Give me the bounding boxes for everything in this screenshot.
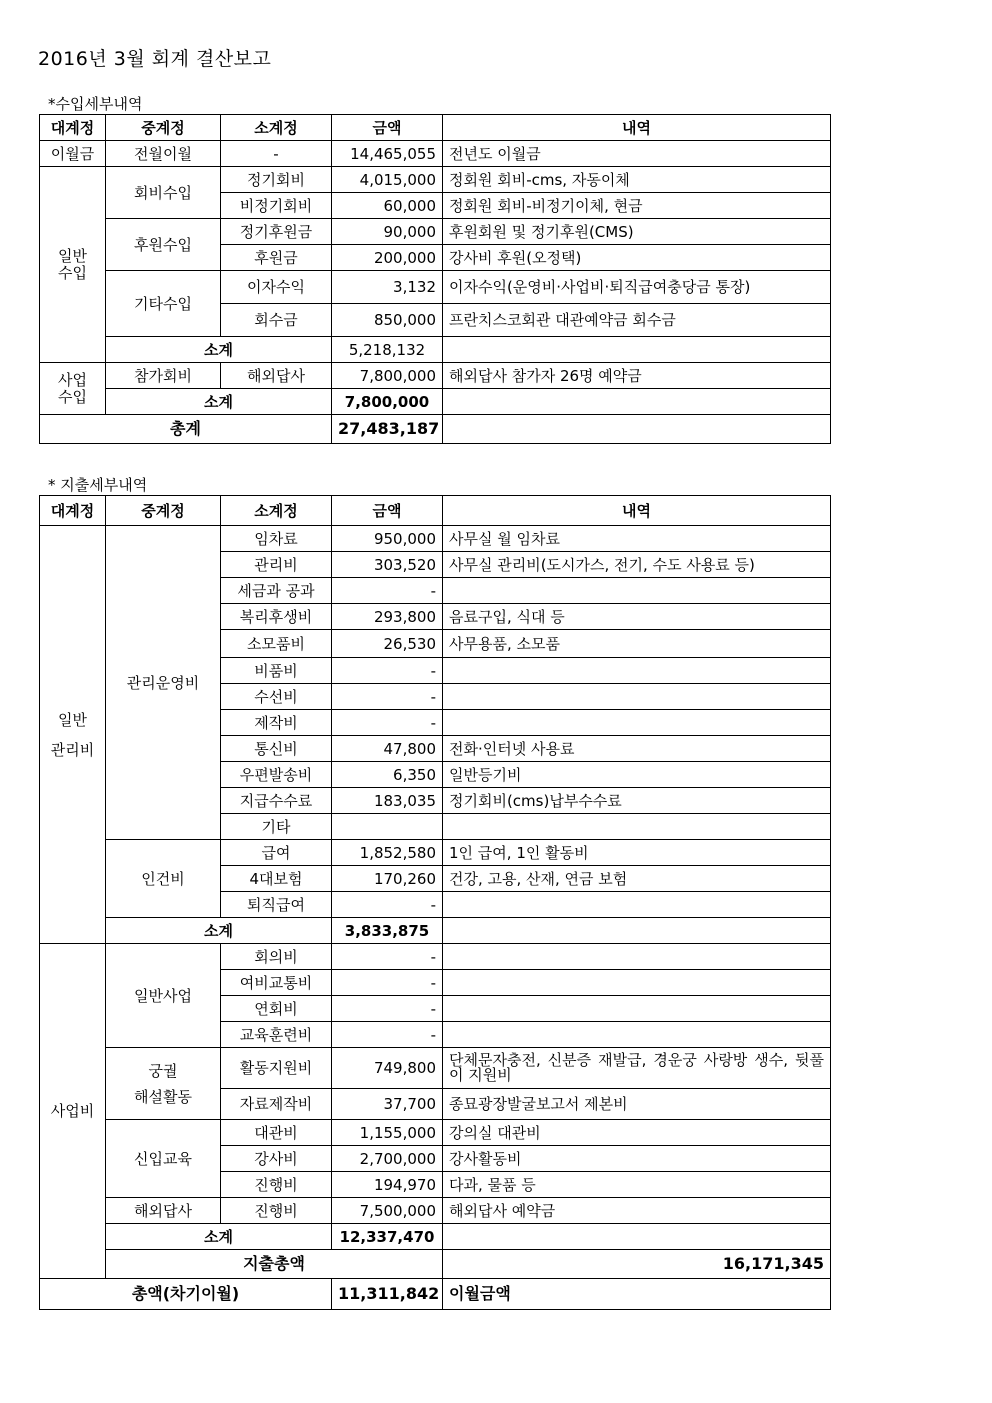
subtotal-label: 소계 [106,1224,332,1250]
description: 사무용품, 소모품 [443,630,831,658]
subtotal-amount: 7,800,000 [332,389,443,415]
description: 해외답사 참가자 26명 예약금 [443,363,831,389]
description: 강사비 후원(오정택) [443,245,831,271]
description: 전화·인터넷 사용료 [443,736,831,762]
header-cell: 소계정 [221,115,332,141]
description [443,1224,831,1250]
table-row [40,840,831,866]
subtotal-label: 소계 [106,389,332,415]
total-label: 총계 [40,415,332,444]
major-account: 사업 수입 [40,363,106,415]
middle-account: 후원수입 [106,219,221,271]
description [443,944,831,970]
amount: - [332,970,443,996]
description: 종묘광장발굴보고서 제본비 [443,1089,831,1120]
sub-account: 정기후원금 [221,219,332,245]
sub-account: 회의비 [221,944,332,970]
header-cell: 중계정 [106,496,221,526]
table-row [40,944,831,970]
sub-account: 비정기회비 [221,193,332,219]
middle-account: 해외답사 [106,1198,221,1224]
description [443,918,831,944]
amount: 200,000 [332,245,443,271]
subtotal-label: 소계 [106,918,332,944]
middle-account: 기타수입 [106,271,221,337]
sub-account: 퇴직급여 [221,892,332,918]
amount: 170,260 [332,866,443,892]
description [443,684,831,710]
amount: 293,800 [332,604,443,630]
subtotal-row [40,1224,831,1250]
description: 후원회원 및 정기후원(CMS) [443,219,831,245]
middle-account: 참가회비 [106,363,221,389]
amount: 2,700,000 [332,1146,443,1172]
amount: 6,350 [332,762,443,788]
sub-account: 해외답사 [221,363,332,389]
amount: - [332,578,443,604]
header-cell: 금액 [332,496,443,526]
description: 정회원 회비-비정기이체, 현금 [443,193,831,219]
amount: - [332,658,443,684]
description [443,710,831,736]
amount: 7,500,000 [332,1198,443,1224]
subtotal-amount: 3,833,875 [332,918,443,944]
amount [332,814,443,840]
expense-section-label: * 지출세부내역 [48,476,148,494]
header-cell: 소계정 [221,496,332,526]
sub-account: 회수금 [221,304,332,337]
sub-account: 활동지원비 [221,1048,332,1089]
header-cell: 대계정 [40,115,106,141]
header-cell: 금액 [332,115,443,141]
total-row [40,1250,831,1279]
subtotal-amount: 5,218,132 [332,337,443,363]
sub-account: 세금과 공과 [221,578,332,604]
description: 음료구입, 식대 등 [443,604,831,630]
table-row [40,271,831,304]
sub-account: 제작비 [221,710,332,736]
subtotal-row [40,918,831,944]
description: 강사활동비 [443,1146,831,1172]
header-cell: 중계정 [106,115,221,141]
amount: 749,800 [332,1048,443,1089]
description: 정회원 회비-cms, 자동이체 [443,167,831,193]
sub-account: 수선비 [221,684,332,710]
sub-account: 자료제작비 [221,1089,332,1120]
amount: 26,530 [332,630,443,658]
description [443,996,831,1022]
middle-account: 전월이월 [106,141,221,167]
sub-account: 진행비 [221,1198,332,1224]
expense-table [39,495,831,1310]
table-row [40,1048,831,1089]
sub-account: 이자수익 [221,271,332,304]
table-row [40,167,831,193]
middle-account: 회비수입 [106,167,221,219]
income-section-label: *수입세부내역 [48,95,143,113]
table-row [40,1198,831,1224]
sub-account: 4대보험 [221,866,332,892]
middle-account: 관리운영비 [106,526,221,840]
sub-account: 우편발송비 [221,762,332,788]
total-label: 지출총액 [106,1250,443,1279]
sub-account: 관리비 [221,552,332,578]
description [443,814,831,840]
description: 프란치스코회관 대관예약금 회수금 [443,304,831,337]
sub-account: 연회비 [221,996,332,1022]
middle-account: 인건비 [106,840,221,918]
amount: - [332,710,443,736]
sub-account: 대관비 [221,1120,332,1146]
total-amount: 16,171,345 [443,1250,831,1279]
income-table [39,114,831,444]
carryover-label: 총액(차기이월) [40,1279,332,1310]
amount: 7,800,000 [332,363,443,389]
header-cell: 내역 [443,496,831,526]
table-row [40,526,831,552]
major-account: 일반 관리비 [40,526,106,944]
description: 강의실 대관비 [443,1120,831,1146]
amount: 47,800 [332,736,443,762]
amount: 37,700 [332,1089,443,1120]
sub-account: 정기회비 [221,167,332,193]
amount: 1,155,000 [332,1120,443,1146]
table-header-row [40,496,831,526]
table-row [40,141,831,167]
middle-account: 궁궐 해설활동 [106,1048,221,1120]
total-amount: 27,483,187 [332,415,443,444]
sub-account: 임차료 [221,526,332,552]
amount: - [332,996,443,1022]
sub-account: 비품비 [221,658,332,684]
amount: - [332,684,443,710]
amount: 3,132 [332,271,443,304]
description [443,578,831,604]
description [443,892,831,918]
amount: 60,000 [332,193,443,219]
description [443,337,831,363]
major-account: 이월금 [40,141,106,167]
amount: - [332,944,443,970]
sub-account: 소모품비 [221,630,332,658]
amount: 90,000 [332,219,443,245]
amount: 14,465,055 [332,141,443,167]
description: 사무실 월 임차료 [443,526,831,552]
subtotal-amount: 12,337,470 [332,1224,443,1250]
amount: 4,015,000 [332,167,443,193]
carryover-amount: 11,311,842 [332,1279,443,1310]
description [443,415,831,444]
description [443,970,831,996]
description: 사무실 관리비(도시가스, 전기, 수도 사용료 등) [443,552,831,578]
amount: - [332,892,443,918]
amount: 1,852,580 [332,840,443,866]
header-cell: 내역 [443,115,831,141]
description: 해외답사 예약금 [443,1198,831,1224]
page-title: 2016년 3월 회계 결산보고 [38,48,272,70]
subtotal-label: 소계 [106,337,332,363]
sub-account: 기타 [221,814,332,840]
major-account: 사업비 [40,944,106,1279]
amount: 303,520 [332,552,443,578]
sub-account: 여비교통비 [221,970,332,996]
description: 이자수익(운영비·사업비·퇴직급여충당금 통장) [443,271,831,304]
amount: 850,000 [332,304,443,337]
subtotal-row [40,337,831,363]
sub-account: 통신비 [221,736,332,762]
sub-account: 진행비 [221,1172,332,1198]
middle-account: 일반사업 [106,944,221,1048]
sub-account: - [221,141,332,167]
carryover-row [40,1279,831,1310]
carryover-description: 이월금액 [443,1279,831,1310]
sub-account: 강사비 [221,1146,332,1172]
amount: - [332,1022,443,1048]
amount: 950,000 [332,526,443,552]
subtotal-row [40,389,831,415]
sub-account: 지급수수료 [221,788,332,814]
description: 전년도 이월금 [443,141,831,167]
description [443,658,831,684]
total-row [40,415,831,444]
sub-account: 급여 [221,840,332,866]
sub-account: 복리후생비 [221,604,332,630]
table-header-row [40,115,831,141]
sub-account: 교육훈련비 [221,1022,332,1048]
table-row [40,219,831,245]
sub-account: 후원금 [221,245,332,271]
middle-account: 신입교육 [106,1120,221,1198]
major-account: 일반 수입 [40,167,106,363]
amount: 194,970 [332,1172,443,1198]
description: 다과, 물품 등 [443,1172,831,1198]
description: 건강, 고용, 산재, 연금 보험 [443,866,831,892]
description: 1인 급여, 1인 활동비 [443,840,831,866]
description [443,389,831,415]
description: 정기회비(cms)납부수수료 [443,788,831,814]
amount: 183,035 [332,788,443,814]
description: 단체문자충전, 신분증 재발급, 경운궁 사랑방 생수, 뒷풀이 지원비 [443,1048,831,1089]
table-row [40,1120,831,1146]
header-cell: 대계정 [40,496,106,526]
description [443,1022,831,1048]
table-row [40,363,831,389]
description: 일반등기비 [443,762,831,788]
